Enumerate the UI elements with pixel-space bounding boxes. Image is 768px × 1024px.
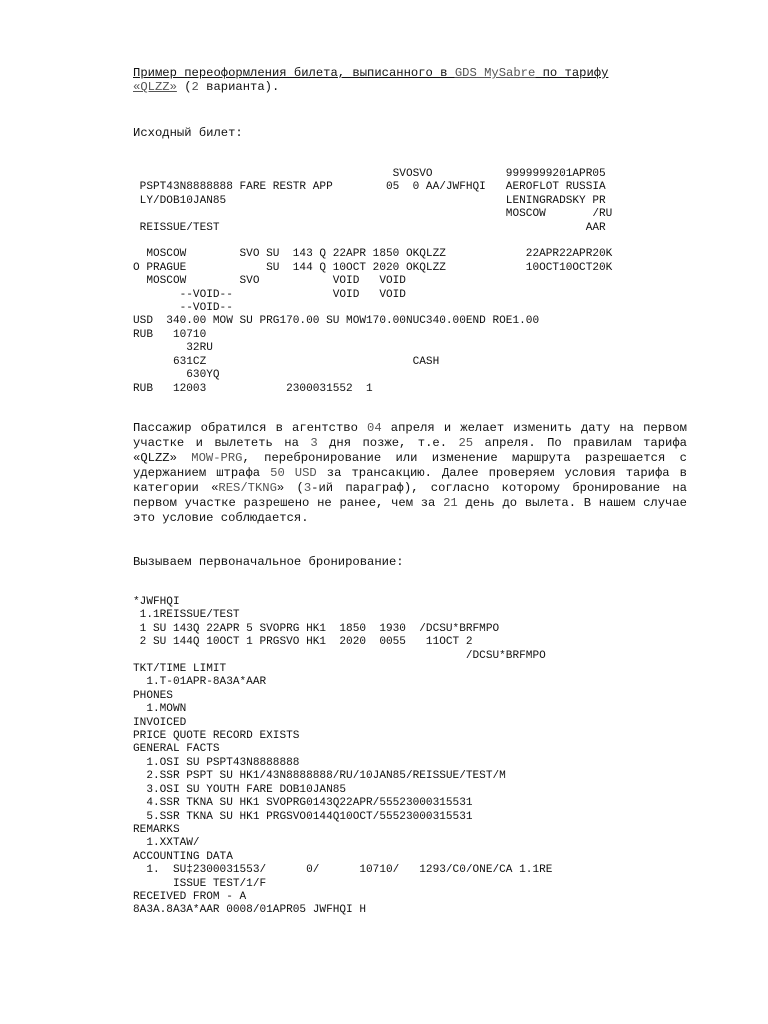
title-gds-name: GDS MySabre — [454, 66, 536, 80]
para-min-days: 21 — [443, 496, 458, 510]
para-text-4: апреля. По правилам тарифа «QLZZ» — [133, 436, 687, 465]
para-category: RES/TKNG — [218, 481, 277, 495]
para-text-6: за трансакцию. Далее проверяем условия тарифа в категории « — [133, 466, 687, 495]
para-request-day: 04 — [367, 421, 382, 435]
title-variant-count: 2 — [191, 80, 199, 94]
title-part-2: по тарифу — [535, 66, 609, 80]
para-fee: 50 USD — [270, 466, 317, 480]
pnr-heading: Вызываем первоначальное бронирование: — [133, 555, 404, 569]
explanation-paragraph — [133, 421, 687, 526]
para-text-8: -ий параграф), согласно которому бронирование на первом участке разрешено не ранее, чем за — [133, 481, 687, 510]
para-text-5: , перебронирование или изменение маршрута разрешается с удержанием штрафа — [133, 451, 687, 480]
title-part-4: варианта). — [198, 80, 280, 94]
para-text-3: дня позже, т.е. — [317, 436, 459, 450]
title-fare-code: «QLZZ» — [133, 80, 177, 94]
ticket-image-block: SVOSVO 9999999201APR05 PSPT43N8888888 FARE RESTR APP 05 0 AA/JWFHQI AEROFLOT RUSSIA LY/DOB10JAN85 LENINGRADSKY PR MOSCOW /RU REISSUE/TEST AAR MOSCOW SVO SU 143 Q 22APR 1850 OKQLZZ 22APR22APR20K O PRAGUE SU 144 Q 10OCT 2020 OKQLZZ 10OCT10OCT20K MOSCOW SVO VOID VOID --VOID-- VOID VOID --VOID-- USD 340.00 MOW SU PRG170.00 SU MOW170.00NUC340.00END ROE1.00 RUB 10710 32RU 631CZ CASH 630YQ RUB 12003 2300031552 1 — [133, 168, 613, 395]
title-part-1: Пример переоформления билета, выписанного в — [133, 66, 455, 80]
para-text-7: » ( — [276, 481, 304, 495]
para-route: MOW-PRG — [191, 451, 243, 465]
document-title — [133, 66, 693, 94]
para-text-1: Пассажир обратился в агентство — [133, 421, 368, 435]
para-text-2: апреля и желает изменить дату на первом участке и вылететь на — [133, 421, 687, 450]
para-days-later: 3 — [310, 436, 318, 450]
para-new-day: 25 — [458, 436, 474, 450]
title-part-3: ( — [176, 80, 192, 94]
pnr-display-block: *JWFHQI 1.1REISSUE/TEST 1 SU 143Q 22APR 5 SVOPRG HK1 1850 1930 /DCSU*BRFMPO 2 SU 144Q 10OCT 1 PRGSVO HK1 2020 0055 11OCT 2 /DCSU*BRFMPO TKT/TIME LIMIT 1.T-01APR-8A3A*AAR PHONES 1.MOWN INVOICED PRICE QUOTE RECORD EXISTS GENERAL FACTS 1.OSI SU PSPT43N8888888 2.SSR PSPT SU HK1/43N8888888/RU/10JAN85/REISSUE/TEST/M 3.OSI SU YOUTH FARE DOB10JAN85 4.SSR TKNA SU HK1 SVOPRG0143Q22APR/55523000315531 5.SSR TKNA SU HK1 PRGSVO0144Q10OCT/55523000315531 REMARKS 1.XXTAW/ ACCOUNTING DATA 1. SU‡2300031553/ 0/ 10710/ 1293/C0/ONE/CA 1.1RE ISSUE TEST/1/F RECEIVED FROM - A 8A3A.8A3A*AAR 0008/01APR05 JWFHQI H — [133, 596, 553, 917]
para-text-9: день до вылета. В нашем случае это условие соблюдается. — [133, 496, 687, 525]
para-paragraph-number: 3 — [303, 481, 312, 495]
original-ticket-heading: Исходный билет: — [133, 126, 243, 140]
